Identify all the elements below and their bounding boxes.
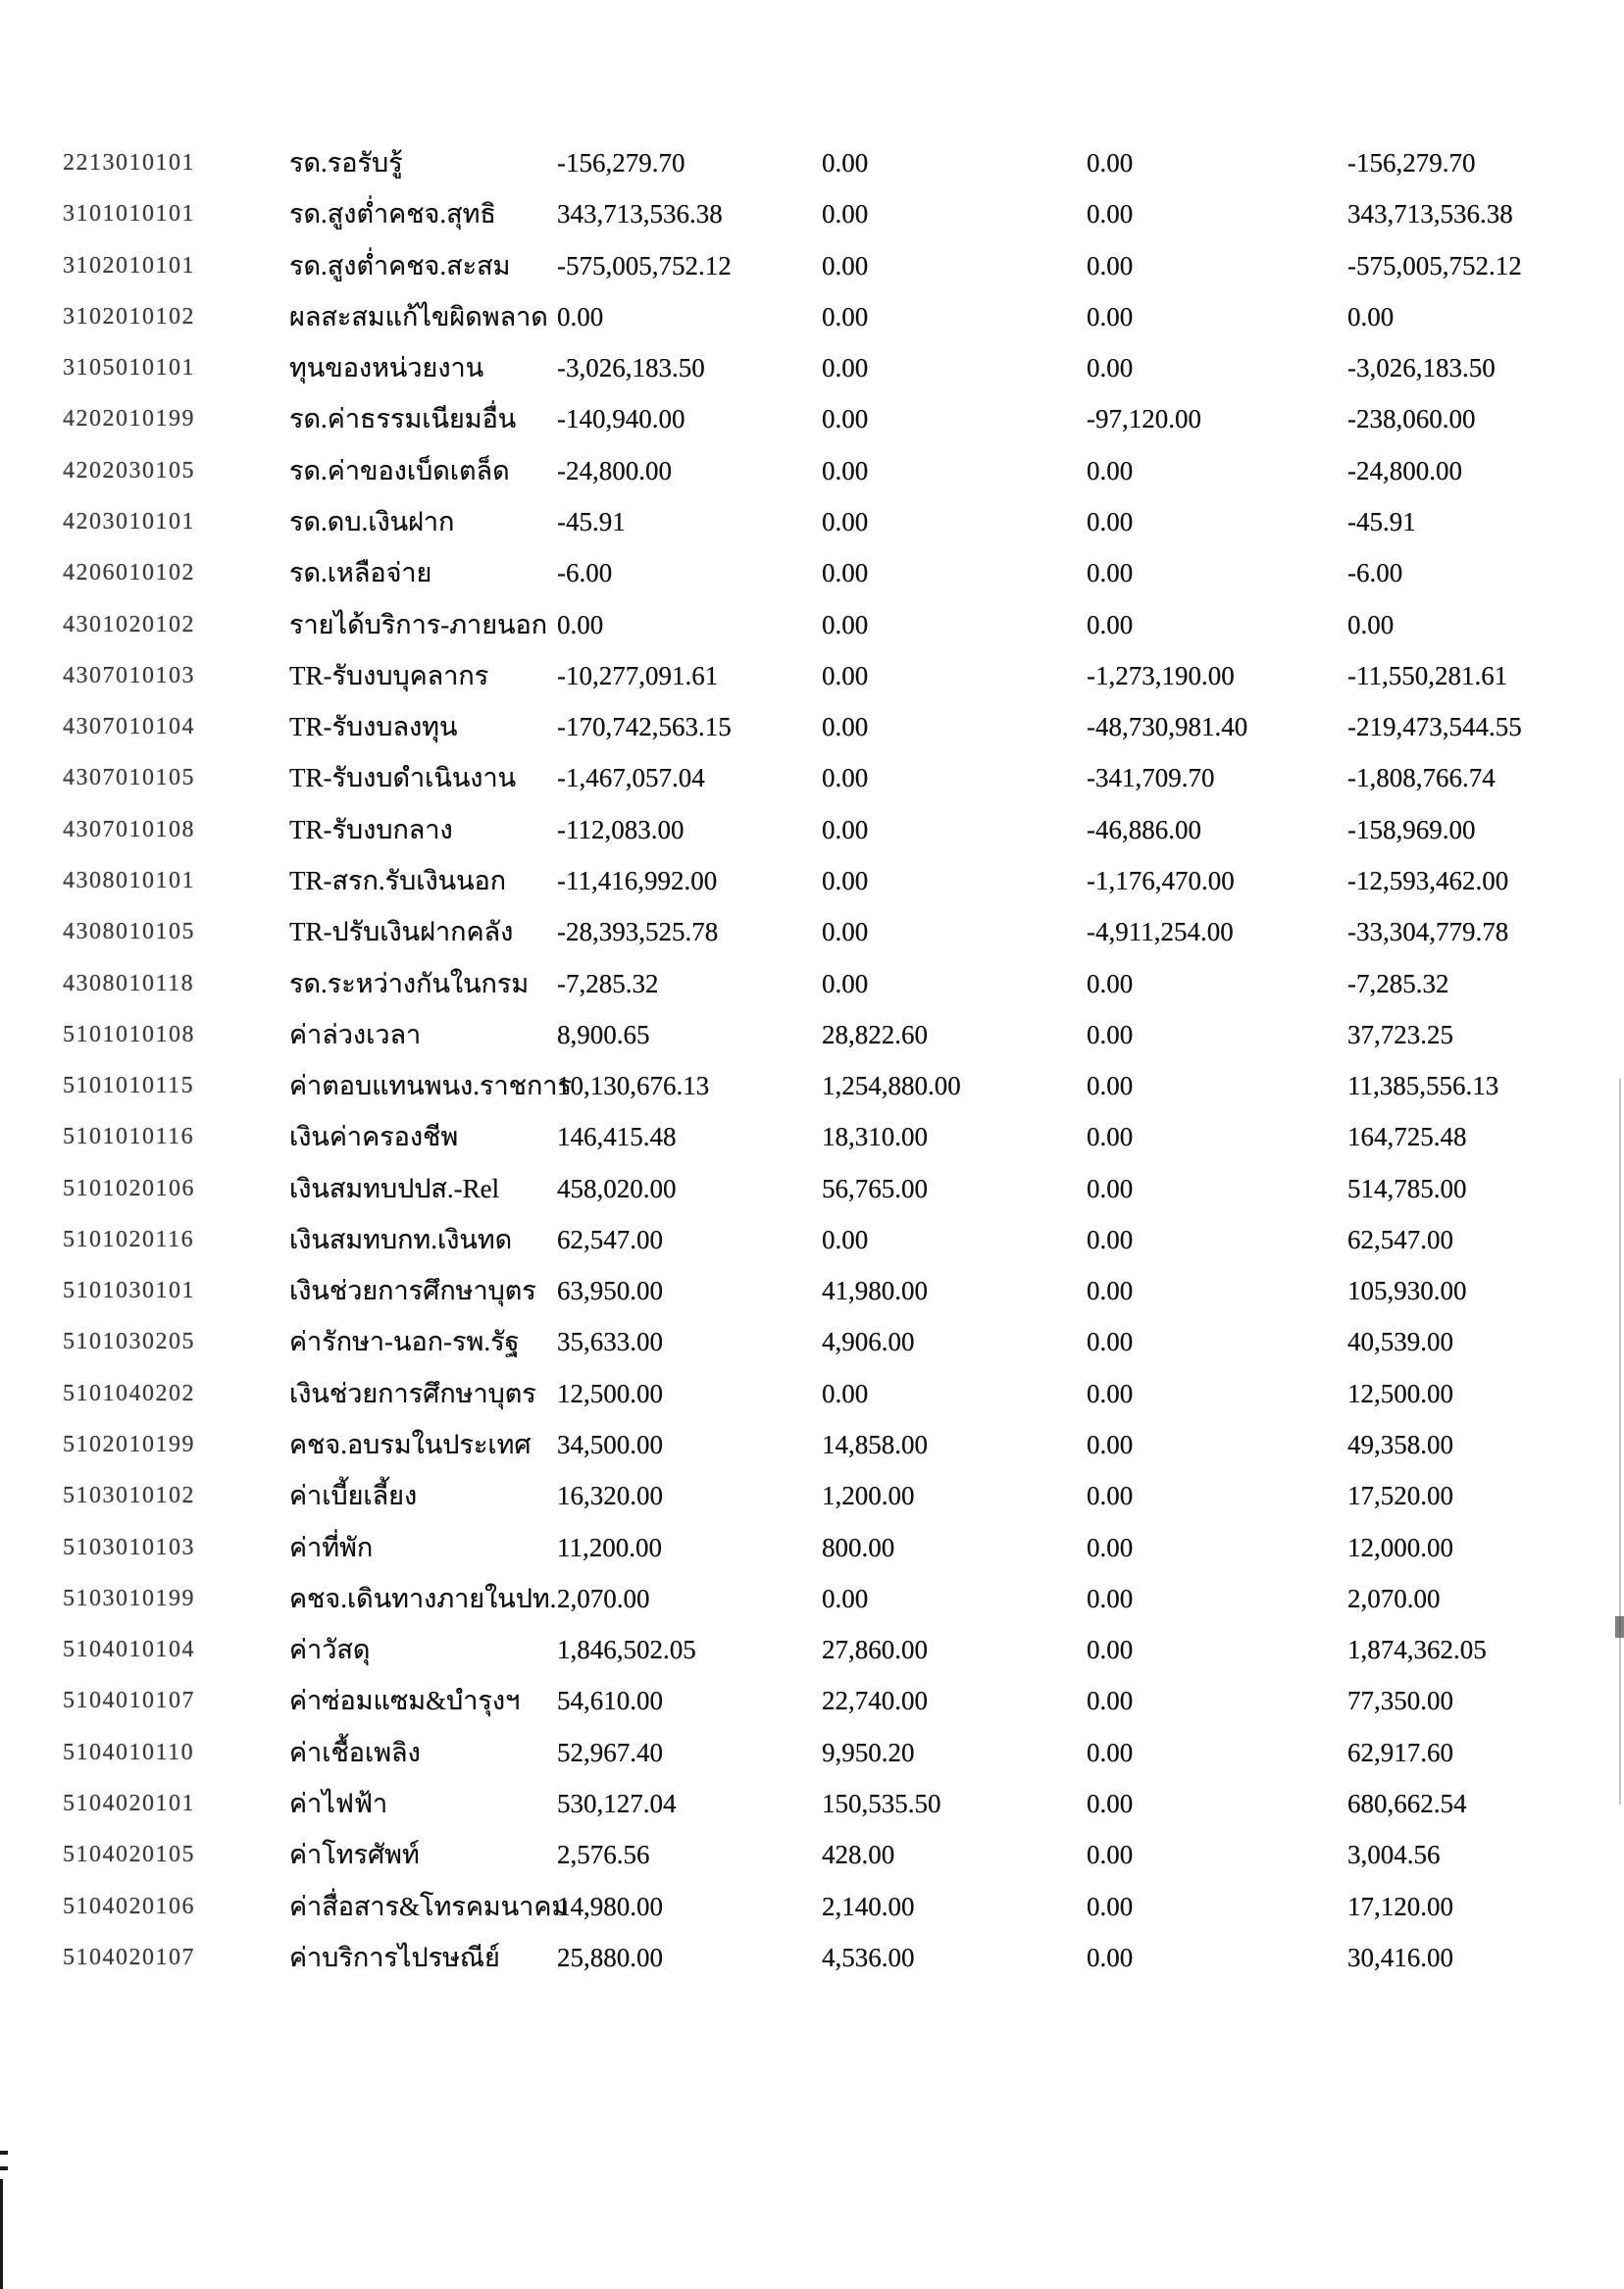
amount-col-total: 3,004.56 bbox=[1347, 1840, 1441, 1870]
amount-col-1: 63,950.00 bbox=[557, 1276, 663, 1306]
amount-col-2: 1,200.00 bbox=[822, 1481, 915, 1511]
amount-col-total: 514,785.00 bbox=[1347, 1173, 1467, 1203]
table-row bbox=[0, 1737, 1624, 1788]
account-code: 4307010104 bbox=[63, 714, 195, 740]
amount-col-1: -24,800.00 bbox=[557, 455, 672, 485]
amount-col-3: 0.00 bbox=[1087, 968, 1134, 998]
amount-col-3: -1,273,190.00 bbox=[1087, 660, 1235, 690]
amount-col-total: 1,874,362.05 bbox=[1347, 1635, 1487, 1665]
account-code: 3101010101 bbox=[63, 201, 195, 228]
table-row bbox=[0, 1839, 1624, 1890]
amount-col-3: 0.00 bbox=[1087, 455, 1134, 485]
amount-col-2: 27,860.00 bbox=[822, 1635, 928, 1665]
account-name: เงินช่วยการศึกษาบุตร bbox=[289, 1378, 536, 1408]
table-row bbox=[0, 1788, 1624, 1839]
account-name: เงินช่วยการศึกษาบุตร bbox=[289, 1276, 536, 1306]
amount-col-1: -6.00 bbox=[557, 558, 613, 588]
account-name: รด.รอรับรู้ bbox=[289, 148, 403, 178]
account-code: 4202030105 bbox=[63, 457, 195, 483]
amount-col-2: 9,950.20 bbox=[822, 1737, 915, 1767]
amount-col-3: -1,176,470.00 bbox=[1087, 865, 1235, 895]
amount-col-3: 0.00 bbox=[1087, 506, 1134, 536]
amount-col-2: 800.00 bbox=[822, 1532, 895, 1562]
amount-col-2: 0.00 bbox=[822, 917, 869, 947]
amount-col-3: 0.00 bbox=[1087, 1327, 1134, 1357]
amount-col-2: 428.00 bbox=[822, 1840, 895, 1870]
table-row bbox=[0, 1173, 1624, 1224]
account-name: ผลสะสมแก้ไขผิดพลาด bbox=[289, 301, 548, 331]
amount-col-2: 0.00 bbox=[822, 250, 869, 280]
amount-col-2: 4,906.00 bbox=[822, 1327, 915, 1357]
amount-col-2: 0.00 bbox=[822, 609, 869, 639]
amount-col-1: 2,070.00 bbox=[557, 1583, 650, 1613]
account-name: คชจ.เดินทางภายในปท. bbox=[289, 1583, 557, 1613]
amount-col-3: 0.00 bbox=[1087, 1532, 1134, 1562]
account-code: 3102010102 bbox=[63, 303, 195, 330]
amount-col-total: 62,917.60 bbox=[1347, 1737, 1453, 1767]
amount-col-total: 11,385,556.13 bbox=[1347, 1071, 1499, 1101]
amount-col-3: -4,911,254.00 bbox=[1087, 917, 1234, 947]
table-row bbox=[0, 814, 1624, 865]
table-row bbox=[0, 762, 1624, 813]
amount-col-2: 0.00 bbox=[822, 1583, 869, 1613]
amount-col-3: 0.00 bbox=[1087, 1686, 1134, 1716]
account-name: TR-รับงบลงทุน bbox=[289, 712, 458, 742]
account-name: TR-ปรับเงินฝากคลัง bbox=[289, 917, 514, 947]
account-code: 4301020102 bbox=[63, 611, 195, 637]
amount-col-3: 0.00 bbox=[1087, 1789, 1134, 1818]
account-code: 5104020107 bbox=[63, 1944, 195, 1970]
amount-col-1: -3,026,183.50 bbox=[557, 353, 705, 383]
amount-col-2: 0.00 bbox=[822, 968, 869, 998]
amount-col-3: 0.00 bbox=[1087, 1378, 1134, 1408]
table-row bbox=[0, 660, 1624, 711]
account-code: 5101020106 bbox=[63, 1175, 195, 1201]
table-row bbox=[0, 609, 1624, 660]
amount-col-1: 52,967.40 bbox=[557, 1737, 663, 1767]
amount-col-1: 62,547.00 bbox=[557, 1224, 663, 1254]
amount-col-total: -24,800.00 bbox=[1347, 455, 1462, 485]
amount-col-3: 0.00 bbox=[1087, 148, 1134, 178]
table-row bbox=[0, 1019, 1624, 1070]
amount-col-3: 0.00 bbox=[1087, 199, 1134, 229]
account-name: TR-รับงบดำเนินงาน bbox=[289, 763, 517, 793]
amount-col-total: 680,662.54 bbox=[1347, 1789, 1467, 1818]
account-name: รด.ระหว่างกันในกรม bbox=[289, 968, 530, 998]
account-code: 4308010118 bbox=[63, 970, 195, 996]
amount-col-3: 0.00 bbox=[1087, 1737, 1134, 1767]
amount-col-1: -10,277,091.61 bbox=[557, 660, 719, 690]
amount-col-2: 0.00 bbox=[822, 558, 869, 588]
scan-artifact-right-edge-line bbox=[1619, 1079, 1621, 1805]
amount-col-3: 0.00 bbox=[1087, 353, 1134, 383]
amount-col-total: 40,539.00 bbox=[1347, 1327, 1453, 1357]
account-name: ค่าที่พัก bbox=[289, 1532, 374, 1562]
amount-col-1: 34,500.00 bbox=[557, 1430, 663, 1460]
amount-col-1: 11,200.00 bbox=[557, 1532, 662, 1562]
amount-col-3: 0.00 bbox=[1087, 1891, 1134, 1921]
account-name: รายได้บริการ-ภายนอก bbox=[289, 609, 548, 639]
amount-col-total: 343,713,536.38 bbox=[1347, 199, 1513, 229]
amount-col-3: 0.00 bbox=[1087, 1942, 1134, 1972]
amount-col-1: -170,742,563.15 bbox=[557, 712, 732, 742]
amount-col-3: -97,120.00 bbox=[1087, 404, 1201, 434]
amount-col-total: 0.00 bbox=[1347, 301, 1395, 331]
table-row bbox=[0, 1532, 1624, 1583]
account-name: รด.ค่าธรรมเนียมอื่น bbox=[289, 404, 517, 434]
account-code: 5101010116 bbox=[63, 1124, 195, 1150]
amount-col-3: 0.00 bbox=[1087, 1122, 1134, 1152]
amount-col-1: 2,576.56 bbox=[557, 1840, 650, 1870]
account-name: ค่าตอบแทนพนง.ราชการ bbox=[289, 1071, 572, 1101]
amount-col-total: -6.00 bbox=[1347, 558, 1403, 588]
amount-col-2: 28,822.60 bbox=[822, 1019, 928, 1049]
amount-col-total: -219,473,544.55 bbox=[1347, 712, 1522, 742]
account-code: 4203010101 bbox=[63, 508, 195, 534]
account-name: ค่าวัสดุ bbox=[289, 1635, 371, 1665]
amount-col-3: 0.00 bbox=[1087, 1583, 1134, 1613]
amount-col-total: 30,416.00 bbox=[1347, 1942, 1453, 1972]
table-row bbox=[0, 301, 1624, 352]
account-name: ค่าโทรศัพท์ bbox=[289, 1840, 420, 1870]
table-row bbox=[0, 557, 1624, 608]
amount-col-1: 12,500.00 bbox=[557, 1378, 663, 1408]
amount-col-1: -140,940.00 bbox=[557, 404, 685, 434]
amount-col-total: -3,026,183.50 bbox=[1347, 353, 1496, 383]
amount-col-total: -1,808,766.74 bbox=[1347, 763, 1496, 793]
amount-col-3: 0.00 bbox=[1087, 1481, 1134, 1511]
account-name: ทุนของหน่วยงาน bbox=[289, 353, 484, 383]
amount-col-3: 0.00 bbox=[1087, 1430, 1134, 1460]
amount-col-2: 41,980.00 bbox=[822, 1276, 928, 1306]
table-row bbox=[0, 1378, 1624, 1429]
amount-col-3: 0.00 bbox=[1087, 1635, 1134, 1665]
amount-col-1: 35,633.00 bbox=[557, 1327, 663, 1357]
account-name: เงินสมทบปปส.-Rel bbox=[289, 1173, 500, 1203]
amount-col-2: 150,535.50 bbox=[822, 1789, 941, 1818]
amount-col-3: 0.00 bbox=[1087, 1840, 1134, 1870]
amount-col-3: 0.00 bbox=[1087, 1019, 1134, 1049]
account-name: รด.เหลือจ่าย bbox=[289, 558, 432, 588]
amount-col-2: 0.00 bbox=[822, 199, 869, 229]
account-name: ค่าบริการไปรษณีย์ bbox=[289, 1942, 500, 1972]
amount-col-1: -28,393,525.78 bbox=[557, 917, 719, 947]
amount-col-1: 25,880.00 bbox=[557, 1942, 663, 1972]
amount-col-1: -1,467,057.04 bbox=[557, 763, 705, 793]
amount-col-total: 2,070.00 bbox=[1347, 1583, 1441, 1613]
account-code: 5104010107 bbox=[63, 1688, 195, 1714]
amount-col-2: 1,254,880.00 bbox=[822, 1071, 961, 1101]
account-name: ค่าซ่อมแซม&บำรุงฯ bbox=[289, 1686, 521, 1716]
amount-col-3: 0.00 bbox=[1087, 1071, 1134, 1101]
account-code: 5102010199 bbox=[63, 1432, 195, 1458]
table-row bbox=[0, 916, 1624, 967]
amount-col-total: -45.91 bbox=[1347, 506, 1416, 536]
amount-col-total: 17,120.00 bbox=[1347, 1891, 1453, 1921]
scan-artifact-left-tick bbox=[0, 2166, 8, 2170]
account-code: 5104020106 bbox=[63, 1893, 195, 1919]
amount-col-1: -7,285.32 bbox=[557, 968, 659, 998]
amount-col-3: 0.00 bbox=[1087, 609, 1134, 639]
account-code: 5101030101 bbox=[63, 1278, 195, 1304]
amount-col-1: 16,320.00 bbox=[557, 1481, 663, 1511]
account-name: TR-สรก.รับเงินนอก bbox=[289, 865, 507, 895]
account-name: TR-รับงบบุคลากร bbox=[289, 660, 489, 690]
account-code: 4308010105 bbox=[63, 919, 195, 945]
amount-col-1: 0.00 bbox=[557, 609, 604, 639]
amount-col-total: -12,593,462.00 bbox=[1347, 865, 1509, 895]
account-name: ค่ารักษา-นอก-รพ.รัฐ bbox=[289, 1327, 520, 1357]
amount-col-2: 0.00 bbox=[822, 1224, 869, 1254]
amount-col-2: 18,310.00 bbox=[822, 1122, 928, 1152]
amount-col-1: 146,415.48 bbox=[557, 1122, 677, 1152]
amount-col-2: 0.00 bbox=[822, 455, 869, 485]
table-row bbox=[0, 865, 1624, 916]
account-name: ค่าไฟฟ้า bbox=[289, 1789, 388, 1818]
amount-col-2: 0.00 bbox=[822, 814, 869, 844]
table-row bbox=[0, 968, 1624, 1019]
table-row bbox=[0, 455, 1624, 506]
account-code: 4206010102 bbox=[63, 560, 195, 586]
account-code: 5104020105 bbox=[63, 1842, 195, 1868]
table-row bbox=[0, 403, 1624, 454]
amount-col-1: 343,713,536.38 bbox=[557, 199, 723, 229]
amount-col-total: 105,930.00 bbox=[1347, 1276, 1467, 1306]
account-name: ค่าสื่อสาร&โทรคมนาคม bbox=[289, 1891, 570, 1921]
account-code: 5104010110 bbox=[63, 1739, 195, 1765]
amount-col-2: 14,858.00 bbox=[822, 1430, 928, 1460]
account-name: ค่าล่วงเวลา bbox=[289, 1019, 422, 1049]
account-code: 2213010101 bbox=[63, 150, 195, 176]
amount-col-total: -156,279.70 bbox=[1347, 148, 1476, 178]
table-row bbox=[0, 250, 1624, 301]
account-name: ค่าเบี้ยเลี้ยง bbox=[289, 1481, 418, 1511]
amount-col-3: 0.00 bbox=[1087, 1276, 1134, 1306]
amount-col-total: -575,005,752.12 bbox=[1347, 250, 1522, 280]
account-code: 5101030205 bbox=[63, 1329, 195, 1355]
amount-col-1: 0.00 bbox=[557, 301, 604, 331]
amount-col-2: 0.00 bbox=[822, 301, 869, 331]
amount-col-1: -575,005,752.12 bbox=[557, 250, 732, 280]
amount-col-total: 12,500.00 bbox=[1347, 1378, 1453, 1408]
table-row bbox=[0, 1942, 1624, 1993]
account-code: 4307010103 bbox=[63, 662, 195, 688]
account-table bbox=[0, 147, 1624, 1993]
amount-col-total: 62,547.00 bbox=[1347, 1224, 1453, 1254]
account-name: เงินค่าครองชีพ bbox=[289, 1122, 459, 1152]
table-row bbox=[0, 1480, 1624, 1531]
account-code: 3105010101 bbox=[63, 355, 195, 382]
table-row bbox=[0, 1634, 1624, 1685]
account-code: 5103010102 bbox=[63, 1483, 195, 1509]
table-row bbox=[0, 711, 1624, 762]
amount-col-2: 56,765.00 bbox=[822, 1173, 928, 1203]
account-code: 5104020101 bbox=[63, 1791, 195, 1816]
account-code: 5101010108 bbox=[63, 1021, 195, 1047]
scan-artifact-right-mark bbox=[1615, 1616, 1624, 1638]
account-code: 5103010199 bbox=[63, 1585, 195, 1611]
account-code: 5103010103 bbox=[63, 1534, 195, 1560]
amount-col-1: 54,610.00 bbox=[557, 1686, 663, 1716]
table-row bbox=[0, 1070, 1624, 1121]
account-code: 5104010104 bbox=[63, 1637, 195, 1663]
amount-col-total: -33,304,779.78 bbox=[1347, 917, 1509, 947]
amount-col-1: -156,279.70 bbox=[557, 148, 685, 178]
amount-col-total: 17,520.00 bbox=[1347, 1481, 1453, 1511]
account-code: 3102010101 bbox=[63, 252, 195, 279]
amount-col-3: -48,730,981.40 bbox=[1087, 712, 1248, 742]
account-name: รด.ดบ.เงินฝาก bbox=[289, 506, 455, 536]
amount-col-2: 0.00 bbox=[822, 865, 869, 895]
amount-col-2: 0.00 bbox=[822, 660, 869, 690]
amount-col-3: 0.00 bbox=[1087, 1173, 1134, 1203]
amount-col-total: -238,060.00 bbox=[1347, 404, 1476, 434]
amount-col-3: 0.00 bbox=[1087, 1224, 1134, 1254]
amount-col-total: 0.00 bbox=[1347, 609, 1395, 639]
account-code: 4307010105 bbox=[63, 765, 195, 791]
account-name: TR-รับงบกลาง bbox=[289, 814, 453, 844]
amount-col-1: -45.91 bbox=[557, 506, 626, 536]
account-name: ค่าเชื้อเพลิง bbox=[289, 1737, 421, 1767]
amount-col-total: 12,000.00 bbox=[1347, 1532, 1453, 1562]
amount-col-1: -112,083.00 bbox=[557, 814, 685, 844]
amount-col-2: 0.00 bbox=[822, 506, 869, 536]
amount-col-3: -341,709.70 bbox=[1087, 763, 1215, 793]
amount-col-total: -7,285.32 bbox=[1347, 968, 1449, 998]
amount-col-2: 0.00 bbox=[822, 712, 869, 742]
amount-col-total: 49,358.00 bbox=[1347, 1430, 1453, 1460]
amount-col-2: 0.00 bbox=[822, 763, 869, 793]
table-row bbox=[0, 1891, 1624, 1942]
amount-col-2: 4,536.00 bbox=[822, 1942, 915, 1972]
scan-artifact-left-edge-line bbox=[0, 2179, 3, 2289]
account-name: เงินสมทบกท.เงินทด bbox=[289, 1224, 513, 1254]
table-row bbox=[0, 1275, 1624, 1326]
amount-col-2: 0.00 bbox=[822, 148, 869, 178]
account-name: รด.สูงต่ำคชจ.สะสม bbox=[289, 250, 511, 280]
amount-col-1: 458,020.00 bbox=[557, 1173, 677, 1203]
amount-col-total: -158,969.00 bbox=[1347, 814, 1476, 844]
amount-col-1: 14,980.00 bbox=[557, 1891, 663, 1921]
amount-col-total: 164,725.48 bbox=[1347, 1122, 1467, 1152]
amount-col-1: 530,127.04 bbox=[557, 1789, 677, 1818]
amount-col-2: 0.00 bbox=[822, 353, 869, 383]
amount-col-3: 0.00 bbox=[1087, 558, 1134, 588]
amount-col-3: -46,886.00 bbox=[1087, 814, 1201, 844]
table-row bbox=[0, 1429, 1624, 1480]
account-code: 5101040202 bbox=[63, 1380, 195, 1406]
account-name: รด.ค่าของเบ็ดเตล็ด bbox=[289, 455, 510, 485]
table-row bbox=[0, 147, 1624, 198]
table-row bbox=[0, 1685, 1624, 1736]
table-row bbox=[0, 1583, 1624, 1634]
table-row bbox=[0, 1326, 1624, 1377]
table-row bbox=[0, 198, 1624, 249]
amount-col-1: 1,846,502.05 bbox=[557, 1635, 696, 1665]
amount-col-3: 0.00 bbox=[1087, 250, 1134, 280]
amount-col-total: 37,723.25 bbox=[1347, 1019, 1453, 1049]
amount-col-2: 0.00 bbox=[822, 1378, 869, 1408]
account-code: 4307010108 bbox=[63, 816, 195, 842]
account-code: 5101020116 bbox=[63, 1226, 195, 1252]
account-name: รด.สูงต่ำคชจ.สุทธิ bbox=[289, 199, 496, 229]
amount-col-total: -11,550,281.61 bbox=[1347, 660, 1508, 690]
table-row bbox=[0, 506, 1624, 557]
account-name: คชจ.อบรมในประเทศ bbox=[289, 1430, 532, 1460]
account-code: 4308010101 bbox=[63, 867, 195, 893]
amount-col-total: 77,350.00 bbox=[1347, 1686, 1453, 1716]
amount-col-2: 22,740.00 bbox=[822, 1686, 928, 1716]
account-code: 5101010115 bbox=[63, 1073, 195, 1099]
amount-col-2: 0.00 bbox=[822, 404, 869, 434]
amount-col-1: 8,900.65 bbox=[557, 1019, 650, 1049]
amount-col-3: 0.00 bbox=[1087, 301, 1134, 331]
amount-col-2: 2,140.00 bbox=[822, 1891, 915, 1921]
table-row bbox=[0, 352, 1624, 403]
table-row bbox=[0, 1224, 1624, 1275]
scan-artifact-left-tick bbox=[0, 2151, 8, 2155]
amount-col-1: -11,416,992.00 bbox=[557, 865, 718, 895]
table-row bbox=[0, 1121, 1624, 1172]
amount-col-1: 10,130,676.13 bbox=[557, 1071, 710, 1101]
account-code: 4202010199 bbox=[63, 406, 195, 432]
